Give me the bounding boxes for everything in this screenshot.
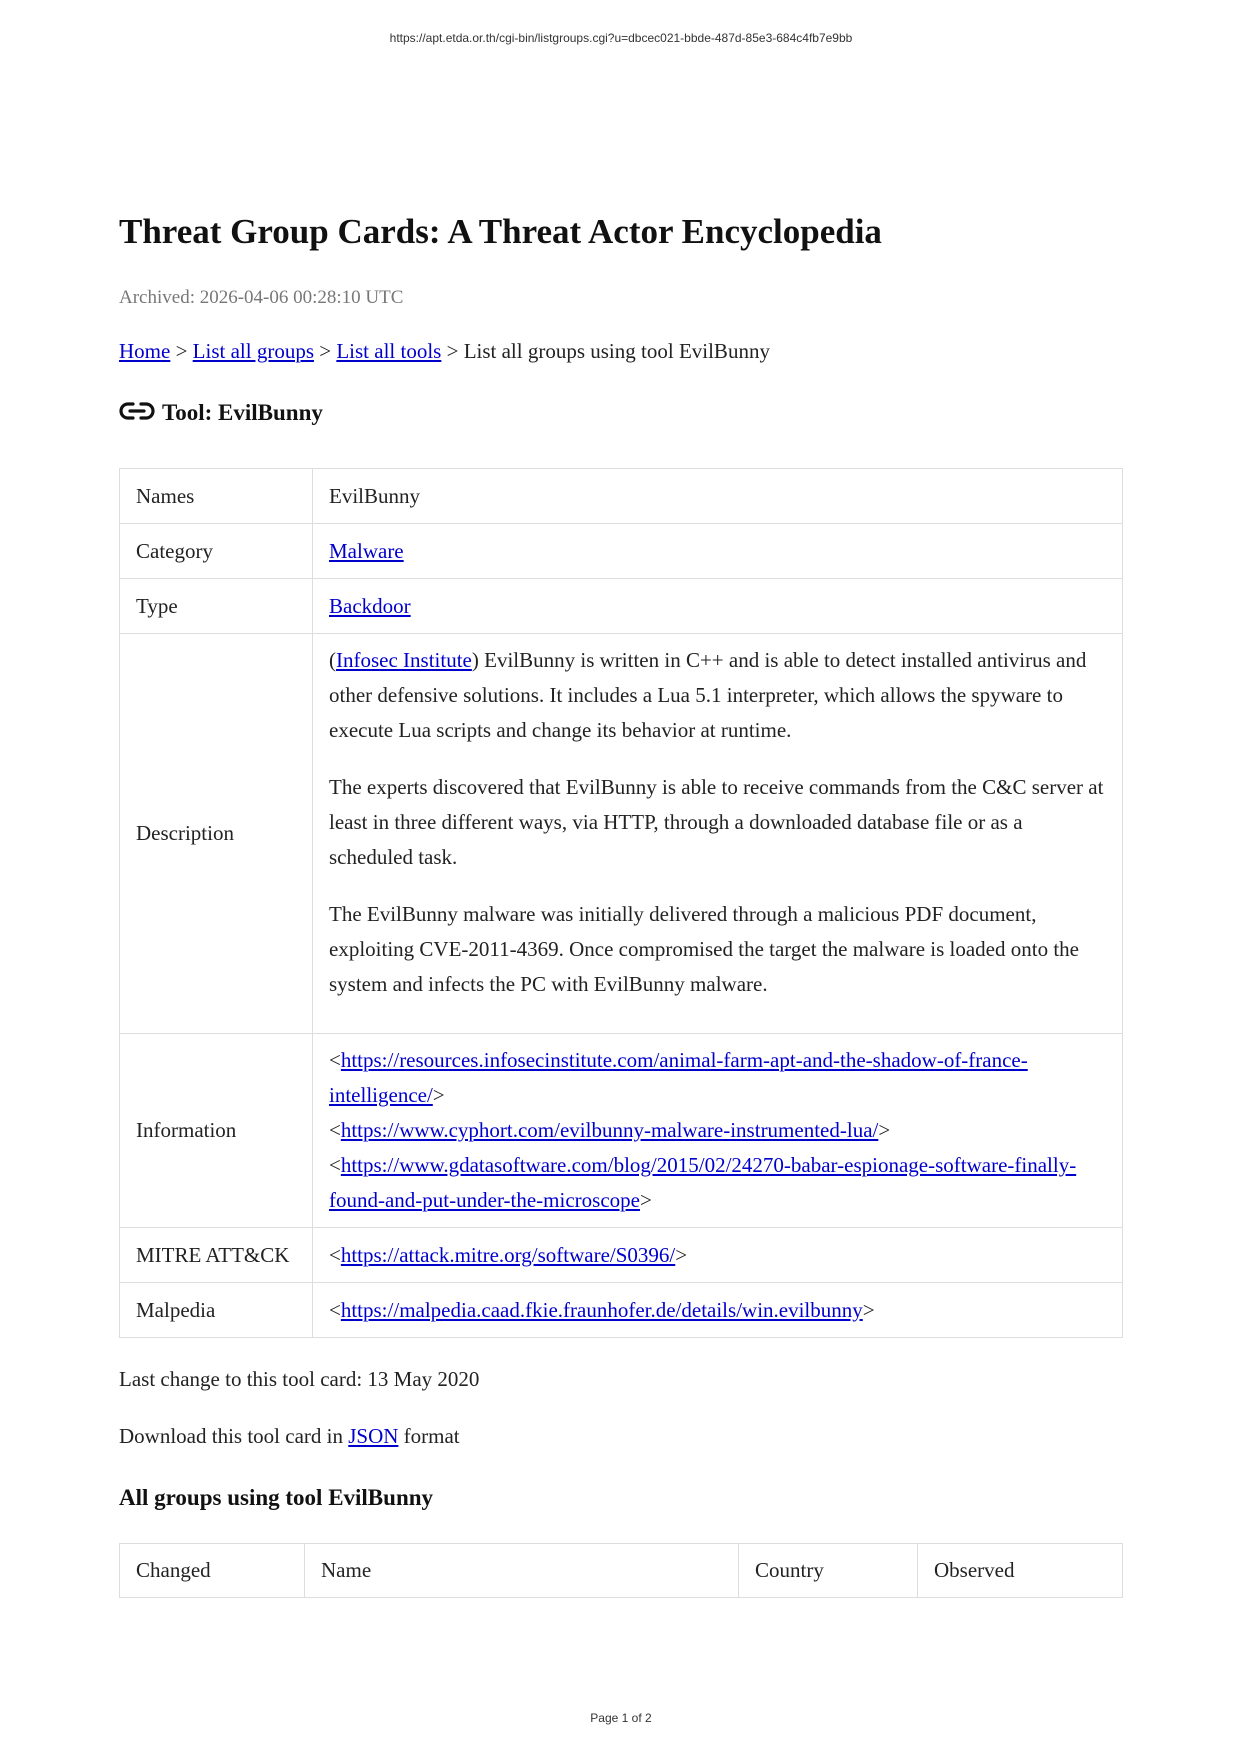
description-label: Description <box>120 634 313 1034</box>
category-label: Category <box>120 524 313 579</box>
breadcrumb-groups-link[interactable]: List all groups <box>192 339 314 363</box>
breadcrumb-current: List all groups using tool EvilBunny <box>463 339 770 363</box>
table-row <box>120 1034 1123 1228</box>
column-header-name[interactable]: Name <box>305 1544 739 1598</box>
description-value <box>313 634 1123 1034</box>
angle-close: > <box>639 1188 652 1212</box>
description-paragraph <box>329 643 1106 748</box>
table-row <box>120 1228 1123 1283</box>
type-value <box>313 579 1123 634</box>
type-link[interactable]: Backdoor <box>329 593 411 618</box>
description-paragraph: The EvilBunny malware was initially delivered through a malicious PDF document, exploiting CVE-2011-4369. Once compromised the target the malware is loaded onto the system and infects the PC with EvilBunny malware. <box>329 902 1079 996</box>
table-row <box>120 634 1123 1034</box>
names-label: Names <box>120 469 313 524</box>
info-link[interactable]: https://www.gdatasoftware.com/blog/2015/02/24270-babar-espionage-software-finally-found-and-put-under-the-microscope <box>329 1153 1077 1212</box>
groups-table <box>119 1543 1123 1598</box>
names-value: EvilBunny <box>313 469 1123 524</box>
page-number: Page 1 of 2 <box>590 1711 652 1725</box>
type-label: Type <box>120 579 313 634</box>
archived-timestamp: Archived: 2026-04-06 00:28:10 UTC <box>119 287 404 308</box>
breadcrumb-separator: > <box>314 339 337 363</box>
tool-heading <box>119 400 323 426</box>
angle-open: < <box>329 1048 341 1072</box>
mitre-link[interactable]: https://attack.mitre.org/software/S0396/ <box>340 1242 676 1267</box>
angle-open: < <box>329 1153 341 1177</box>
breadcrumb-home-link[interactable]: Home <box>119 339 171 363</box>
groups-heading: All groups using tool EvilBunny <box>119 1485 434 1510</box>
malpedia-link[interactable]: https://malpedia.caad.fkie.fraunhofer.de/details/win.evilbunny <box>340 1297 863 1322</box>
tool-info-table <box>119 468 1123 1338</box>
angle-close: > <box>862 1297 875 1322</box>
page-title: Threat Group Cards: A Threat Actor Encyclopedia <box>119 212 882 251</box>
table-header-row <box>120 1544 1123 1598</box>
column-header-changed[interactable]: Changed <box>120 1544 305 1598</box>
category-link[interactable]: Malware <box>329 538 404 563</box>
breadcrumb-separator: > <box>170 339 193 363</box>
description-text: ) EvilBunny is written in C++ and is able to detect installed antivirus and other defensive solutions. It includes a Lua 5.1 interpreter, which allows the spyware to execute Lua scripts and change its behavior at runtime. <box>329 648 1087 742</box>
last-change-text: Last change to this tool card: 13 May 2020 <box>119 1367 480 1391</box>
angle-open: < <box>329 1118 341 1142</box>
table-row <box>120 469 1123 524</box>
breadcrumb-tools-link[interactable]: List all tools <box>336 339 442 363</box>
angle-open: < <box>329 1297 341 1322</box>
table-row <box>120 579 1123 634</box>
json-download-link[interactable]: JSON <box>348 1424 399 1448</box>
column-header-observed[interactable]: Observed <box>918 1544 1123 1598</box>
tool-heading-text: Tool: EvilBunny <box>162 400 323 425</box>
description-paragraph: The experts discovered that EvilBunny is able to receive commands from the C&C server at least in three different ways, via HTTP, through a downloaded database file or as a scheduled task. <box>329 775 1104 869</box>
category-value <box>313 524 1123 579</box>
link-icon <box>119 396 155 426</box>
source-link[interactable]: Infosec Institute <box>336 648 472 672</box>
source-paren: ( <box>329 648 336 672</box>
mitre-value <box>313 1228 1123 1283</box>
angle-close: > <box>432 1083 445 1107</box>
page-url-header: https://apt.etda.or.th/cgi-bin/listgroups.cgi?u=dbcec021-bbde-487d-85e3-684c4fb7e9bb <box>389 31 853 45</box>
column-header-country[interactable]: Country <box>739 1544 918 1598</box>
angle-close: > <box>675 1242 688 1267</box>
information-label: Information <box>120 1034 313 1228</box>
angle-open: < <box>329 1242 341 1267</box>
malpedia-value <box>313 1283 1123 1338</box>
download-prefix: Download this tool card in <box>119 1424 349 1448</box>
breadcrumb-separator: > <box>441 339 464 363</box>
table-row <box>120 1283 1123 1338</box>
angle-close: > <box>878 1118 891 1142</box>
mitre-label: MITRE ATT&CK <box>120 1228 313 1283</box>
malpedia-label: Malpedia <box>120 1283 313 1338</box>
info-link[interactable]: https://www.cyphort.com/evilbunny-malware-instrumented-lua/ <box>340 1118 879 1142</box>
info-link[interactable]: https://resources.infosecinstitute.com/animal-farm-apt-and-the-shadow-of-france-intelligence/ <box>329 1048 1028 1107</box>
table-row <box>120 524 1123 579</box>
breadcrumb <box>119 339 770 364</box>
information-value <box>313 1034 1123 1228</box>
download-line <box>119 1424 460 1449</box>
download-suffix: format <box>398 1424 460 1448</box>
